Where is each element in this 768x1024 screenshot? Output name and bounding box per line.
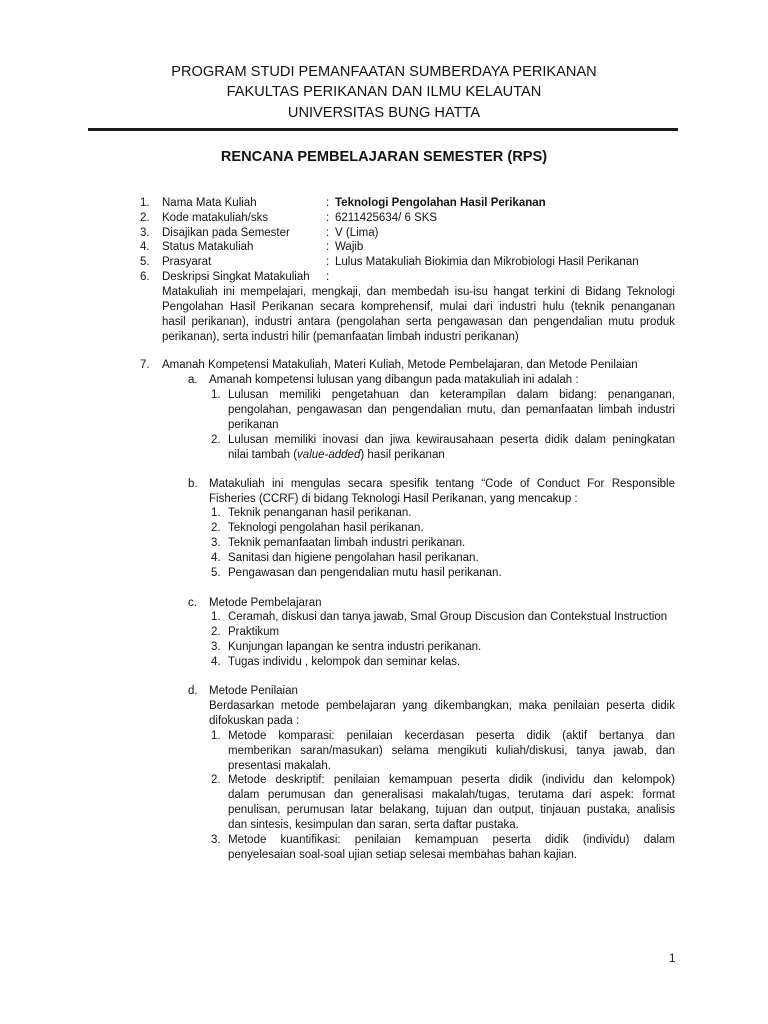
line-text: ) hasil perikanan [360,449,445,461]
description-line: hasil perikanan), industri antara (pengolahan serta pengawasan dan pengendalian mutu produk [162,316,675,328]
list-item-line: dalam perumusan dan generalisasi makalah/tugas, terutama dari aspek: format [228,789,675,801]
row-number: 2. [140,212,150,224]
list-item-number: 2. [211,522,221,534]
list-item-line: penyelesaian soal-soal ujian setiap selesai membahas bahan kajian. [228,849,578,861]
list-item-text: Praktikum [228,626,280,638]
program-name: PROGRAM STUDI PEMANFAATAN SUMBERDAYA PERIKANAN [171,64,597,80]
description-line: Pengolahan Hasil Perikanan secara komprehensif, mulai dari industri hulu (teknik penanganan [162,301,675,313]
description-line: perikanan), serta industri hilir (pemanfaatan limbah industri perikanan) [162,331,519,343]
field-value: V (Lima) [335,227,379,239]
field-separator: : [326,241,330,253]
course-info-row [0,226,768,241]
row-number: 3. [140,227,150,239]
subsection-heading: Metode Pembelajaran [209,597,322,609]
list-item-line: presentasi makalah. [228,760,331,772]
section-number: 7. [140,359,150,371]
field-separator: : [326,197,330,209]
faculty-name: FAKULTAS PERIKANAN DAN ILMU KELAUTAN [226,84,542,100]
document-title: RENCANA PEMBELAJARAN SEMESTER (RPS) [220,149,548,165]
course-info-row [0,240,768,255]
list-item-number: 3. [211,834,221,846]
list-item-line: pengolahan, pengawasan dan pengendalian mutu, dan pemanfaatan limbah industri [228,404,675,416]
list-item-line: Metode komparasi: penilaian kecerdasan peserta didik (aktif bertanya dan [228,730,675,742]
list-item-text: Sanitasi dan higiene pengolahan hasil perikanan. [228,552,479,564]
field-label: Disajikan pada Semester [162,227,290,239]
list-item-number: 1. [211,507,221,519]
list-item-text: Kunjungan lapangan ke sentra industri perikanan. [228,641,482,653]
list-item-number: 1. [211,611,221,623]
subsection-intro-line: difokuskan pada : [209,715,300,727]
line-text: nilai tambah ( [228,449,298,461]
list-item-text: Teknik penanganan hasil perikanan. [228,507,412,519]
list-item-text: Teknik pemanfaatan limbah industri perikanan. [228,537,466,549]
list-item-number: 4. [211,552,221,564]
list-item-number: 4. [211,656,221,668]
course-info-row [0,196,768,211]
list-item-text: Ceramah, diskusi dan tanya jawab, Smal Group Discusion dan Contekstual Instruction [228,611,668,623]
section-heading: Amanah Kompetensi Matakuliah, Materi Kuliah, Metode Pembelajaran, dan Metode Penilaian [162,359,638,371]
field-separator: : [326,212,330,224]
list-item-line: Metode deskriptif: penilaian kemampuan peserta didik (individu dan kelompok) [228,774,675,786]
list-item-number: 2. [211,626,221,638]
course-info-row [0,255,768,270]
subsection-heading: Amanah kompetensi lulusan yang dibangun pada matakuliah ini adalah : [209,374,579,386]
field-label: Prasyarat [162,256,212,268]
list-item-number: 1. [211,730,221,742]
field-label: Kode matakuliah/sks [162,212,269,224]
course-info-row [0,270,768,285]
subsection-letter: a. [188,374,198,386]
list-item-line [228,448,445,463]
list-item-line: dan sintesis, kesimpulan dan saran, serta daftar pustaka. [228,819,519,831]
subsection-heading-line: Matakuliah ini mengulas secara spesifik tentang “Code of Conduct For Responsible [209,478,675,490]
list-item-number: 2. [211,774,221,786]
list-item-number: 2. [211,434,221,446]
field-value: Wajib [335,241,364,253]
university-name: UNIVERSITAS BUNG HATTA [287,105,481,121]
list-item-line: Lulusan memiliki inovasi dan jiwa kewirausahaan peserta didik dalam peningkatan [228,434,675,446]
field-value: 6211425634/ 6 SKS [335,212,438,224]
field-separator: : [326,227,330,239]
field-value: Teknologi Pengolahan Hasil Perikanan [335,197,546,209]
field-label: Nama Mata Kuliah [162,197,257,209]
row-number: 4. [140,241,150,253]
list-item-line: memberikan saran/masukan) selama mengikuti kuliah/diskusi, tanya jawab, dan [228,745,675,757]
subsection-heading: Metode Penilaian [209,685,298,697]
list-item-number: 5. [211,567,221,579]
list-item-text: Pengawasan dan pengendalian mutu hasil perikanan. [228,567,502,579]
list-item-line: perikanan [228,419,279,431]
row-number: 5. [140,256,150,268]
page-number: 1 [669,953,676,965]
field-value: Lulus Matakuliah Biokimia dan Mikrobiologi Hasil Perikanan [335,256,639,268]
list-item-text: Tugas individu , kelompok dan seminar kelas. [228,656,461,668]
header-divider [88,128,678,131]
list-item-line: penulisan, perumusan latar belakang, tujuan dan output, tinjauan pustaka, analisis [228,804,675,816]
subsection-letter: d. [188,685,198,697]
field-label: Status Matakuliah [162,241,254,253]
subsection-heading-line: Fisheries (CCRF) di bidang Teknologi Hasil Perikanan, yang mencakup : [209,493,578,505]
subsection-letter: b. [188,478,198,490]
list-item-number: 1. [211,389,221,401]
list-item-line: Lulusan memiliki pengetahuan dan keterampilan dalam bidang: penanganan, [228,389,675,401]
field-separator: : [326,256,330,268]
field-separator: : [326,271,330,283]
field-label: Deskripsi Singkat Matakuliah [162,271,310,283]
description-line: Matakuliah ini mempelajari, mengkaji, dan membedah isu-isu hangat terkini di Bidang Teknologi [162,286,675,298]
subsection-letter: c. [188,597,197,609]
italic-term: value-added [297,449,361,461]
list-item-number: 3. [211,537,221,549]
course-info-row [0,211,768,226]
list-item-text: Teknologi pengolahan hasil perikanan. [228,522,424,534]
list-item-line: Metode kuantifikasi: penilaian kemampuan peserta didik (individu) dalam [228,834,675,846]
row-number: 6. [140,271,150,283]
list-item-number: 3. [211,641,221,653]
row-number: 1. [140,197,150,209]
subsection-intro-line: Berdasarkan metode pembelajaran yang dikembangkan, maka penilaian peserta didik [209,700,675,712]
